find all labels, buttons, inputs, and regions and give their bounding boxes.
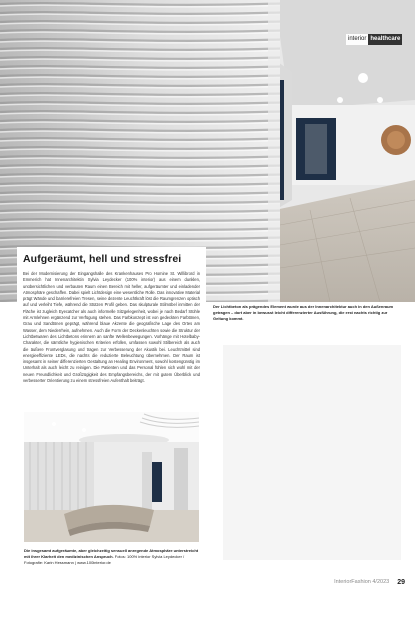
lobby-photo	[24, 412, 199, 542]
blank-image-area	[223, 345, 401, 560]
section-tag-healthcare: healthcare	[368, 34, 402, 45]
article-body: Bei der Modernisierung der Eingangshalle des Krankenhauses Pro Homine St. Willibrord in Emmerich hat Innenarchitektin Sylvia Leydecker (100% interior) aus einem dunklen, unübersichtlichen und verbauten Raum einen Bereich mit heller, aufgeräumter und einladender Atmosphäre geschaffen. Dabei spielt Lichtdesign eine wesentliche Rolle. Das innovative Material prägt Wände und barrierefreien Tresen, seine dezente Leuchtkraft löst die Raumgrenzen optisch auf und verleiht Tiefe, während die Stützen Profil geben. Das skulpturale Stilmöbel inmitten der Fläche ist zugleich Eyecatcher als auch informelle Sitzgelegenheit, wobei je nach Bedarf Stühle mit Armlehnen ergänzend zur Verfügung stehen. Das Farbkonzept ist von gedeckten Farbtönen, Grau und Sandtönen geprägt, während blaue Akzente die geografische Lage des Ortes am Wasser, dem Niederrhein, aufnehmen. Auch die Form der Deckenleuchten sowie die Struktur der Lichtbetwaren des Lichtbetons erinnern an sanfte Wellenbewegungen. Vorhänge mit Hotelbaby-Charakter, die sämtliche hygienischen Kriterien erfüllen, umfassen sowohl Stilbereich als auch die äußere Frontverglasung und tragen zur Verbesserung der Akustik bei. Leuchtmittel sind energieeffiziente LEDs, die nachts die reduzierte Beleuchtung übernehmen. Der Raum ist insgesamt in seiner differenzierten Gestaltung an Healing Environment, sowohl kostengünstig im Unterhalt als auch leicht zu reinigen. Die Patienten und das Personal fühlen sich wohl mit der neuen Freundlichkeit und Großzügigkeit des Empfangsbereichs, der mit gutem Überblick und verbesserter Orientierung zu einem stressfreien Aufenthalt beiträgt.	[23, 271, 200, 384]
lobby-illustration	[24, 412, 199, 542]
caption-left	[24, 548, 204, 566]
page-footer	[310, 577, 405, 587]
section-tag	[346, 34, 402, 45]
caption-left-credit: Fotos: 100% interior Sylvia Leydecker / Fotografie: Karin Hessmann | www.100interior.de	[24, 554, 185, 565]
page-number: 29	[397, 578, 405, 586]
publication-name: InteriorFashion 4/2023	[334, 579, 390, 585]
section-tag-interior: interior	[346, 34, 368, 45]
caption-right: Der Lichtbeton als prägendes Element wurde aus der Innenarchitektur auch in den Außenraum getragen – dort aber in bewusst leicht differenzierter Ausführung, die erst nachts richtig zur Geltung kommt.	[213, 304, 394, 321]
caption-left-bold: Die insgesamt aufgeräumte, aber gleichzeitig sensuell anregende Atmosphäre unterstreicht mit ihrer Klarheit den medizinischen Anspruch.	[24, 548, 199, 559]
article-headline: Aufgeräumt, hell und stressfrei	[23, 253, 182, 265]
article-panel	[17, 247, 206, 415]
